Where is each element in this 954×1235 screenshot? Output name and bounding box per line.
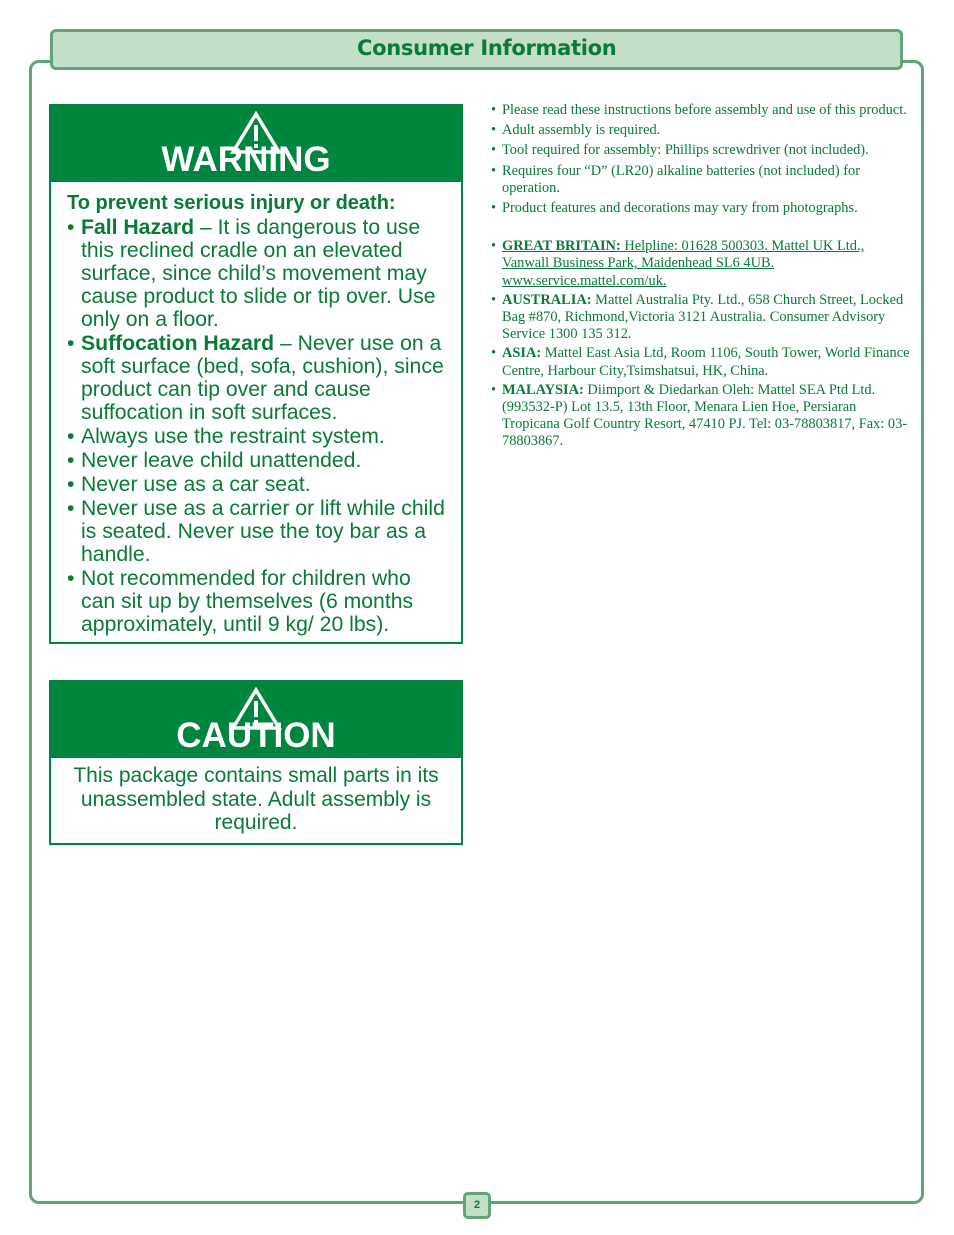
caution-text: This package contains small parts in its unassembled state. Adult assembly is required. bbox=[73, 764, 439, 834]
contact-malaysia bbox=[490, 382, 910, 451]
warning-item: • Never use as a carrier or lift while child is seated. Never use the toy bar as a handle. bbox=[67, 497, 449, 566]
hazard-text: – Never use on a soft surface (bed, sofa, cushion), since product can tip over and cause suffocation in soft surfaces. bbox=[81, 332, 444, 424]
contact-list bbox=[490, 238, 910, 450]
contact-label: ASIA: bbox=[502, 345, 542, 362]
info-item: • Tool required for assembly: Phillips screwdriver (not included). bbox=[490, 142, 910, 159]
warning-item-fall-hazard bbox=[67, 216, 449, 331]
warning-list bbox=[67, 216, 449, 636]
warning-item: • Always use the restraint system. bbox=[67, 425, 449, 448]
warning-body bbox=[51, 182, 461, 636]
caution-title: CAUTION bbox=[176, 716, 336, 755]
contact-label: MALAYSIA: bbox=[502, 381, 584, 398]
contact-text: Mattel East Asia Ltd, Room 1106, South Tower, World Finance Centre, Harbour City,Tsimshatsui, HK, China. bbox=[502, 345, 910, 379]
hazard-label: Fall Hazard bbox=[81, 216, 195, 239]
warning-lead: To prevent serious injury or death: bbox=[67, 192, 396, 214]
contact-text: Mattel Australia Pty. Ltd., 658 Church Street, Locked Bag #870, Richmond,Victoria 3121 Australia. Consumer Advisory Service 1300 135 312. bbox=[502, 291, 904, 343]
contact-label: AUSTRALIA: bbox=[502, 291, 592, 308]
warning-header bbox=[51, 106, 461, 182]
hazard-text: – It is dangerous to use this reclined cradle on an elevated surface, since child’s movement may cause product to slide or tip over. Use only on a floor. bbox=[81, 216, 436, 331]
warning-item: • Not recommended for children who can sit up by themselves (6 months approximately, until 9 kg/ 20 lbs). bbox=[67, 567, 449, 636]
section-header bbox=[50, 29, 903, 70]
warning-item-suffocation-hazard bbox=[67, 332, 449, 424]
contact-text: Diimport & Diedarkan Oleh: Mattel SEA Ptd Ltd. (993532-P) Lot 13.5, 13th Floor, Menara Lien Hoe, Persiaran Tropicana Golf Country Resort, 47410 PJ. Tel: 03-78803817, Fax: 03-78803867. bbox=[502, 381, 908, 450]
caution-box bbox=[49, 680, 463, 845]
info-item: • Adult assembly is required. bbox=[490, 122, 910, 139]
contact-text: Helpline: 01628 500303. Mattel UK Ltd., Vanwall Business Park, Maidenhead SL6 4UB. www.service.mattel.com/uk. bbox=[502, 238, 865, 289]
info-item: • Requires four “D” (LR20) alkaline batteries (not included) for operation. bbox=[490, 163, 910, 197]
contact-australia bbox=[490, 292, 910, 344]
contact-label: GREAT BRITAIN: bbox=[502, 238, 621, 255]
contact-great-britain[interactable] bbox=[490, 238, 910, 290]
contact-asia bbox=[490, 345, 910, 379]
caution-header bbox=[51, 682, 461, 758]
page-number: 2 bbox=[463, 1192, 491, 1219]
consumer-info-column bbox=[490, 102, 910, 453]
hazard-label: Suffocation Hazard bbox=[81, 332, 275, 355]
warning-item: • Never use as a car seat. bbox=[67, 473, 449, 496]
info-list bbox=[490, 102, 910, 217]
info-item: • Please read these instructions before assembly and use of this product. bbox=[490, 102, 910, 119]
warning-box bbox=[49, 104, 463, 644]
warning-title: WARNING bbox=[161, 140, 331, 179]
warning-item: • Never leave child unattended. bbox=[67, 449, 449, 472]
info-item: • Product features and decorations may vary from photographs. bbox=[490, 200, 910, 217]
section-title: Consumer Information bbox=[357, 36, 617, 60]
